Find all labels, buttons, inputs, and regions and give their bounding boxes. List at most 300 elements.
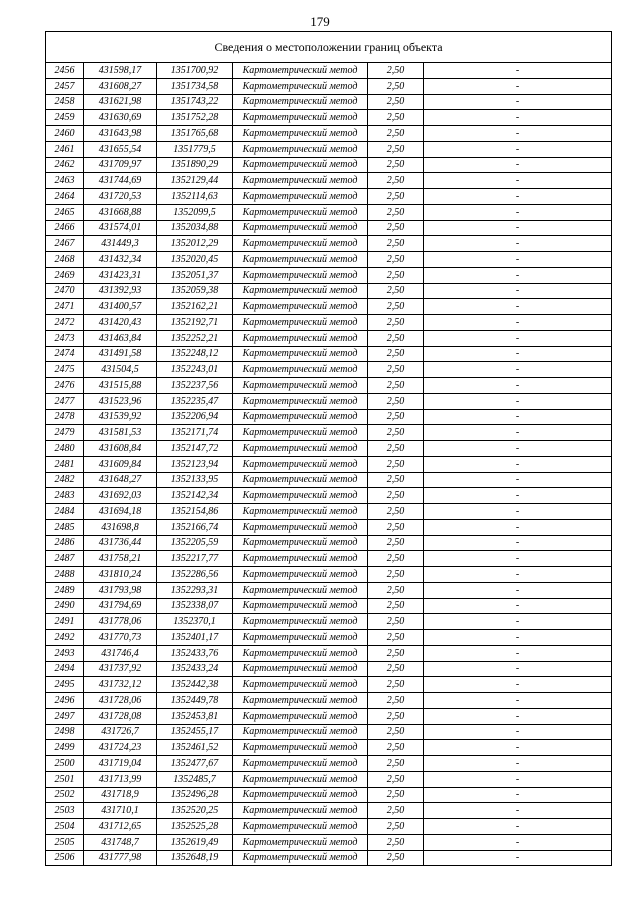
point-number-cell: 2499	[46, 740, 84, 756]
x-coordinate-cell: 431491,58	[84, 346, 157, 362]
description-cell: -	[424, 519, 612, 535]
accuracy-cell: 2,50	[368, 409, 424, 425]
method-cell: Картометрический метод	[233, 78, 368, 94]
accuracy-cell: 2,50	[368, 299, 424, 315]
description-cell: -	[424, 677, 612, 693]
table-row	[46, 630, 612, 646]
x-coordinate-cell: 431748,7	[84, 834, 157, 850]
y-coordinate-cell: 1352520,25	[157, 803, 233, 819]
point-number-cell: 2456	[46, 63, 84, 79]
description-cell: -	[424, 834, 612, 850]
point-number-cell: 2494	[46, 661, 84, 677]
description-cell: -	[424, 126, 612, 142]
method-cell: Картометрический метод	[233, 204, 368, 220]
point-number-cell: 2473	[46, 330, 84, 346]
point-number-cell: 2462	[46, 157, 84, 173]
accuracy-cell: 2,50	[368, 504, 424, 520]
table-row	[46, 661, 612, 677]
x-coordinate-cell: 431463,84	[84, 330, 157, 346]
point-number-cell: 2488	[46, 567, 84, 583]
accuracy-cell: 2,50	[368, 803, 424, 819]
x-coordinate-cell: 431713,99	[84, 771, 157, 787]
x-coordinate-cell: 431810,24	[84, 567, 157, 583]
y-coordinate-cell: 1352051,37	[157, 267, 233, 283]
table-row	[46, 425, 612, 441]
y-coordinate-cell: 1352206,94	[157, 409, 233, 425]
description-cell: -	[424, 504, 612, 520]
description-cell: -	[424, 472, 612, 488]
description-cell: -	[424, 535, 612, 551]
accuracy-cell: 2,50	[368, 157, 424, 173]
point-number-cell: 2471	[46, 299, 84, 315]
description-cell: -	[424, 157, 612, 173]
method-cell: Картометрический метод	[233, 756, 368, 772]
description-cell: -	[424, 299, 612, 315]
table-row	[46, 504, 612, 520]
table-row	[46, 78, 612, 94]
x-coordinate-cell: 431777,98	[84, 850, 157, 866]
x-coordinate-cell: 431794,69	[84, 598, 157, 614]
point-number-cell: 2472	[46, 315, 84, 331]
y-coordinate-cell: 1352162,21	[157, 299, 233, 315]
x-coordinate-cell: 431539,92	[84, 409, 157, 425]
point-number-cell: 2480	[46, 441, 84, 457]
table-row	[46, 393, 612, 409]
table-row	[46, 346, 612, 362]
x-coordinate-cell: 431648,27	[84, 472, 157, 488]
point-number-cell: 2466	[46, 220, 84, 236]
y-coordinate-cell: 1352034,88	[157, 220, 233, 236]
point-number-cell: 2485	[46, 519, 84, 535]
table-row	[46, 551, 612, 567]
method-cell: Картометрический метод	[233, 598, 368, 614]
x-coordinate-cell: 431746,4	[84, 645, 157, 661]
accuracy-cell: 2,50	[368, 535, 424, 551]
point-number-cell: 2482	[46, 472, 84, 488]
table-row	[46, 236, 612, 252]
method-cell: Картометрический метод	[233, 126, 368, 142]
method-cell: Картометрический метод	[233, 220, 368, 236]
point-number-cell: 2495	[46, 677, 84, 693]
description-cell: -	[424, 330, 612, 346]
x-coordinate-cell: 431392,93	[84, 283, 157, 299]
accuracy-cell: 2,50	[368, 315, 424, 331]
point-number-cell: 2463	[46, 173, 84, 189]
point-number-cell: 2505	[46, 834, 84, 850]
accuracy-cell: 2,50	[368, 756, 424, 772]
table-row	[46, 267, 612, 283]
x-coordinate-cell: 431608,84	[84, 441, 157, 457]
point-number-cell: 2467	[46, 236, 84, 252]
y-coordinate-cell: 1352449,78	[157, 693, 233, 709]
point-number-cell: 2486	[46, 535, 84, 551]
table-row	[46, 362, 612, 378]
accuracy-cell: 2,50	[368, 614, 424, 630]
accuracy-cell: 2,50	[368, 724, 424, 740]
x-coordinate-cell: 431523,96	[84, 393, 157, 409]
accuracy-cell: 2,50	[368, 267, 424, 283]
accuracy-cell: 2,50	[368, 693, 424, 709]
table-row	[46, 614, 612, 630]
y-coordinate-cell: 1352243,01	[157, 362, 233, 378]
table-row	[46, 157, 612, 173]
table-title: Сведения о местоположении границ объекта	[46, 32, 612, 63]
table-row	[46, 519, 612, 535]
table-row	[46, 488, 612, 504]
method-cell: Картометрический метод	[233, 472, 368, 488]
x-coordinate-cell: 431709,97	[84, 157, 157, 173]
y-coordinate-cell: 1352166,74	[157, 519, 233, 535]
method-cell: Картометрический метод	[233, 850, 368, 866]
table-row	[46, 535, 612, 551]
description-cell: -	[424, 94, 612, 110]
table-row	[46, 456, 612, 472]
method-cell: Картометрический метод	[233, 189, 368, 205]
table-body	[46, 63, 612, 866]
x-coordinate-cell: 431423,31	[84, 267, 157, 283]
x-coordinate-cell: 431728,06	[84, 693, 157, 709]
description-cell: -	[424, 283, 612, 299]
table-row	[46, 693, 612, 709]
table-row	[46, 708, 612, 724]
y-coordinate-cell: 1351734,58	[157, 78, 233, 94]
accuracy-cell: 2,50	[368, 63, 424, 79]
x-coordinate-cell: 431449,3	[84, 236, 157, 252]
y-coordinate-cell: 1352012,29	[157, 236, 233, 252]
method-cell: Картометрический метод	[233, 157, 368, 173]
method-cell: Картометрический метод	[233, 488, 368, 504]
description-cell: -	[424, 393, 612, 409]
x-coordinate-cell: 431504,5	[84, 362, 157, 378]
method-cell: Картометрический метод	[233, 173, 368, 189]
method-cell: Картометрический метод	[233, 645, 368, 661]
accuracy-cell: 2,50	[368, 850, 424, 866]
x-coordinate-cell: 431724,23	[84, 740, 157, 756]
y-coordinate-cell: 1352496,28	[157, 787, 233, 803]
method-cell: Картометрический метод	[233, 582, 368, 598]
method-cell: Картометрический метод	[233, 110, 368, 126]
y-coordinate-cell: 1352154,86	[157, 504, 233, 520]
method-cell: Картометрический метод	[233, 708, 368, 724]
table-row	[46, 110, 612, 126]
y-coordinate-cell: 1352235,47	[157, 393, 233, 409]
method-cell: Картометрический метод	[233, 819, 368, 835]
method-cell: Картометрический метод	[233, 551, 368, 567]
description-cell: -	[424, 582, 612, 598]
method-cell: Картометрический метод	[233, 63, 368, 79]
description-cell: -	[424, 598, 612, 614]
x-coordinate-cell: 431726,7	[84, 724, 157, 740]
point-number-cell: 2489	[46, 582, 84, 598]
point-number-cell: 2457	[46, 78, 84, 94]
table-row	[46, 740, 612, 756]
accuracy-cell: 2,50	[368, 425, 424, 441]
y-coordinate-cell: 1352525,28	[157, 819, 233, 835]
point-number-cell: 2496	[46, 693, 84, 709]
description-cell: -	[424, 220, 612, 236]
point-number-cell: 2504	[46, 819, 84, 835]
accuracy-cell: 2,50	[368, 378, 424, 394]
boundary-coordinates-table	[45, 31, 612, 866]
table-row	[46, 724, 612, 740]
accuracy-cell: 2,50	[368, 94, 424, 110]
description-cell: -	[424, 189, 612, 205]
accuracy-cell: 2,50	[368, 677, 424, 693]
accuracy-cell: 2,50	[368, 488, 424, 504]
x-coordinate-cell: 431736,44	[84, 535, 157, 551]
table-row	[46, 756, 612, 772]
y-coordinate-cell: 1352205,59	[157, 535, 233, 551]
point-number-cell: 2484	[46, 504, 84, 520]
description-cell: -	[424, 441, 612, 457]
point-number-cell: 2460	[46, 126, 84, 142]
point-number-cell: 2497	[46, 708, 84, 724]
y-coordinate-cell: 1352433,24	[157, 661, 233, 677]
table-row	[46, 189, 612, 205]
y-coordinate-cell: 1352619,49	[157, 834, 233, 850]
method-cell: Картометрический метод	[233, 362, 368, 378]
table-title-row	[46, 32, 612, 63]
accuracy-cell: 2,50	[368, 456, 424, 472]
accuracy-cell: 2,50	[368, 204, 424, 220]
x-coordinate-cell: 431712,65	[84, 819, 157, 835]
table-row	[46, 834, 612, 850]
y-coordinate-cell: 1352123,94	[157, 456, 233, 472]
y-coordinate-cell: 1352129,44	[157, 173, 233, 189]
table-row	[46, 819, 612, 835]
description-cell: -	[424, 787, 612, 803]
point-number-cell: 2468	[46, 252, 84, 268]
description-cell: -	[424, 110, 612, 126]
description-cell: -	[424, 850, 612, 866]
point-number-cell: 2500	[46, 756, 84, 772]
accuracy-cell: 2,50	[368, 236, 424, 252]
x-coordinate-cell: 431609,84	[84, 456, 157, 472]
point-number-cell: 2481	[46, 456, 84, 472]
y-coordinate-cell: 1352192,71	[157, 315, 233, 331]
y-coordinate-cell: 1352147,72	[157, 441, 233, 457]
description-cell: -	[424, 551, 612, 567]
accuracy-cell: 2,50	[368, 630, 424, 646]
description-cell: -	[424, 409, 612, 425]
point-number-cell: 2490	[46, 598, 84, 614]
point-number-cell: 2469	[46, 267, 84, 283]
accuracy-cell: 2,50	[368, 567, 424, 583]
table-row	[46, 787, 612, 803]
x-coordinate-cell: 431432,34	[84, 252, 157, 268]
method-cell: Картометрический метод	[233, 504, 368, 520]
method-cell: Картометрический метод	[233, 378, 368, 394]
y-coordinate-cell: 1352401,17	[157, 630, 233, 646]
boundary-table-wrapper	[45, 31, 611, 866]
point-number-cell: 2470	[46, 283, 84, 299]
y-coordinate-cell: 1352099,5	[157, 204, 233, 220]
method-cell: Картометрический метод	[233, 567, 368, 583]
description-cell: -	[424, 756, 612, 772]
method-cell: Картометрический метод	[233, 740, 368, 756]
point-number-cell: 2492	[46, 630, 84, 646]
y-coordinate-cell: 1351752,28	[157, 110, 233, 126]
table-row	[46, 141, 612, 157]
point-number-cell: 2465	[46, 204, 84, 220]
x-coordinate-cell: 431718,9	[84, 787, 157, 803]
method-cell: Картометрический метод	[233, 661, 368, 677]
description-cell: -	[424, 378, 612, 394]
x-coordinate-cell: 431770,73	[84, 630, 157, 646]
accuracy-cell: 2,50	[368, 661, 424, 677]
y-coordinate-cell: 1352171,74	[157, 425, 233, 441]
accuracy-cell: 2,50	[368, 519, 424, 535]
y-coordinate-cell: 1352020,45	[157, 252, 233, 268]
point-number-cell: 2461	[46, 141, 84, 157]
table-row	[46, 409, 612, 425]
y-coordinate-cell: 1352442,38	[157, 677, 233, 693]
method-cell: Картометрический метод	[233, 456, 368, 472]
x-coordinate-cell: 431720,53	[84, 189, 157, 205]
point-number-cell: 2474	[46, 346, 84, 362]
accuracy-cell: 2,50	[368, 582, 424, 598]
y-coordinate-cell: 1351890,29	[157, 157, 233, 173]
description-cell: -	[424, 63, 612, 79]
y-coordinate-cell: 1352252,21	[157, 330, 233, 346]
table-row	[46, 567, 612, 583]
y-coordinate-cell: 1352059,38	[157, 283, 233, 299]
table-row	[46, 771, 612, 787]
point-number-cell: 2476	[46, 378, 84, 394]
table-row	[46, 204, 612, 220]
table-row	[46, 378, 612, 394]
table-row	[46, 315, 612, 331]
y-coordinate-cell: 1352133,95	[157, 472, 233, 488]
x-coordinate-cell: 431793,98	[84, 582, 157, 598]
accuracy-cell: 2,50	[368, 598, 424, 614]
method-cell: Картометрический метод	[233, 535, 368, 551]
point-number-cell: 2458	[46, 94, 84, 110]
method-cell: Картометрический метод	[233, 771, 368, 787]
description-cell: -	[424, 819, 612, 835]
x-coordinate-cell: 431581,53	[84, 425, 157, 441]
table-row	[46, 94, 612, 110]
x-coordinate-cell: 431694,18	[84, 504, 157, 520]
method-cell: Картометрический метод	[233, 252, 368, 268]
table-row	[46, 252, 612, 268]
table-row	[46, 645, 612, 661]
x-coordinate-cell: 431778,06	[84, 614, 157, 630]
table-row	[46, 441, 612, 457]
y-coordinate-cell: 1352338,07	[157, 598, 233, 614]
x-coordinate-cell: 431608,27	[84, 78, 157, 94]
method-cell: Картометрический метод	[233, 803, 368, 819]
x-coordinate-cell: 431698,8	[84, 519, 157, 535]
method-cell: Картометрический метод	[233, 425, 368, 441]
description-cell: -	[424, 141, 612, 157]
description-cell: -	[424, 236, 612, 252]
description-cell: -	[424, 425, 612, 441]
point-number-cell: 2477	[46, 393, 84, 409]
y-coordinate-cell: 1352477,67	[157, 756, 233, 772]
description-cell: -	[424, 78, 612, 94]
y-coordinate-cell: 1352648,19	[157, 850, 233, 866]
y-coordinate-cell: 1352142,34	[157, 488, 233, 504]
description-cell: -	[424, 803, 612, 819]
accuracy-cell: 2,50	[368, 645, 424, 661]
point-number-cell: 2491	[46, 614, 84, 630]
x-coordinate-cell: 431710,1	[84, 803, 157, 819]
method-cell: Картометрический метод	[233, 299, 368, 315]
description-cell: -	[424, 630, 612, 646]
point-number-cell: 2459	[46, 110, 84, 126]
method-cell: Картометрический метод	[233, 330, 368, 346]
x-coordinate-cell: 431400,57	[84, 299, 157, 315]
y-coordinate-cell: 1352286,56	[157, 567, 233, 583]
table-row	[46, 850, 612, 866]
description-cell: -	[424, 267, 612, 283]
y-coordinate-cell: 1352293,31	[157, 582, 233, 598]
y-coordinate-cell: 1352461,52	[157, 740, 233, 756]
description-cell: -	[424, 693, 612, 709]
table-row	[46, 299, 612, 315]
table-row	[46, 330, 612, 346]
table-row	[46, 126, 612, 142]
accuracy-cell: 2,50	[368, 330, 424, 346]
description-cell: -	[424, 173, 612, 189]
accuracy-cell: 2,50	[368, 740, 424, 756]
point-number-cell: 2483	[46, 488, 84, 504]
table-row	[46, 220, 612, 236]
method-cell: Картометрический метод	[233, 724, 368, 740]
accuracy-cell: 2,50	[368, 393, 424, 409]
y-coordinate-cell: 1352485,7	[157, 771, 233, 787]
accuracy-cell: 2,50	[368, 283, 424, 299]
method-cell: Картометрический метод	[233, 315, 368, 331]
point-number-cell: 2493	[46, 645, 84, 661]
table-row	[46, 63, 612, 79]
x-coordinate-cell: 431643,98	[84, 126, 157, 142]
accuracy-cell: 2,50	[368, 472, 424, 488]
y-coordinate-cell: 1352453,81	[157, 708, 233, 724]
description-cell: -	[424, 771, 612, 787]
table-row	[46, 803, 612, 819]
method-cell: Картометрический метод	[233, 409, 368, 425]
method-cell: Картометрический метод	[233, 630, 368, 646]
accuracy-cell: 2,50	[368, 189, 424, 205]
point-number-cell: 2498	[46, 724, 84, 740]
accuracy-cell: 2,50	[368, 78, 424, 94]
method-cell: Картометрический метод	[233, 346, 368, 362]
y-coordinate-cell: 1352237,56	[157, 378, 233, 394]
y-coordinate-cell: 1352248,12	[157, 346, 233, 362]
method-cell: Картометрический метод	[233, 393, 368, 409]
accuracy-cell: 2,50	[368, 771, 424, 787]
table-row	[46, 598, 612, 614]
accuracy-cell: 2,50	[368, 110, 424, 126]
description-cell: -	[424, 740, 612, 756]
method-cell: Картометрический метод	[233, 236, 368, 252]
x-coordinate-cell: 431630,69	[84, 110, 157, 126]
description-cell: -	[424, 488, 612, 504]
description-cell: -	[424, 614, 612, 630]
page-number: 179	[310, 14, 330, 29]
accuracy-cell: 2,50	[368, 819, 424, 835]
y-coordinate-cell: 1351743,22	[157, 94, 233, 110]
y-coordinate-cell: 1351779,5	[157, 141, 233, 157]
description-cell: -	[424, 204, 612, 220]
method-cell: Картометрический метод	[233, 519, 368, 535]
x-coordinate-cell: 431574,01	[84, 220, 157, 236]
x-coordinate-cell: 431758,21	[84, 551, 157, 567]
method-cell: Картометрический метод	[233, 267, 368, 283]
x-coordinate-cell: 431621,98	[84, 94, 157, 110]
